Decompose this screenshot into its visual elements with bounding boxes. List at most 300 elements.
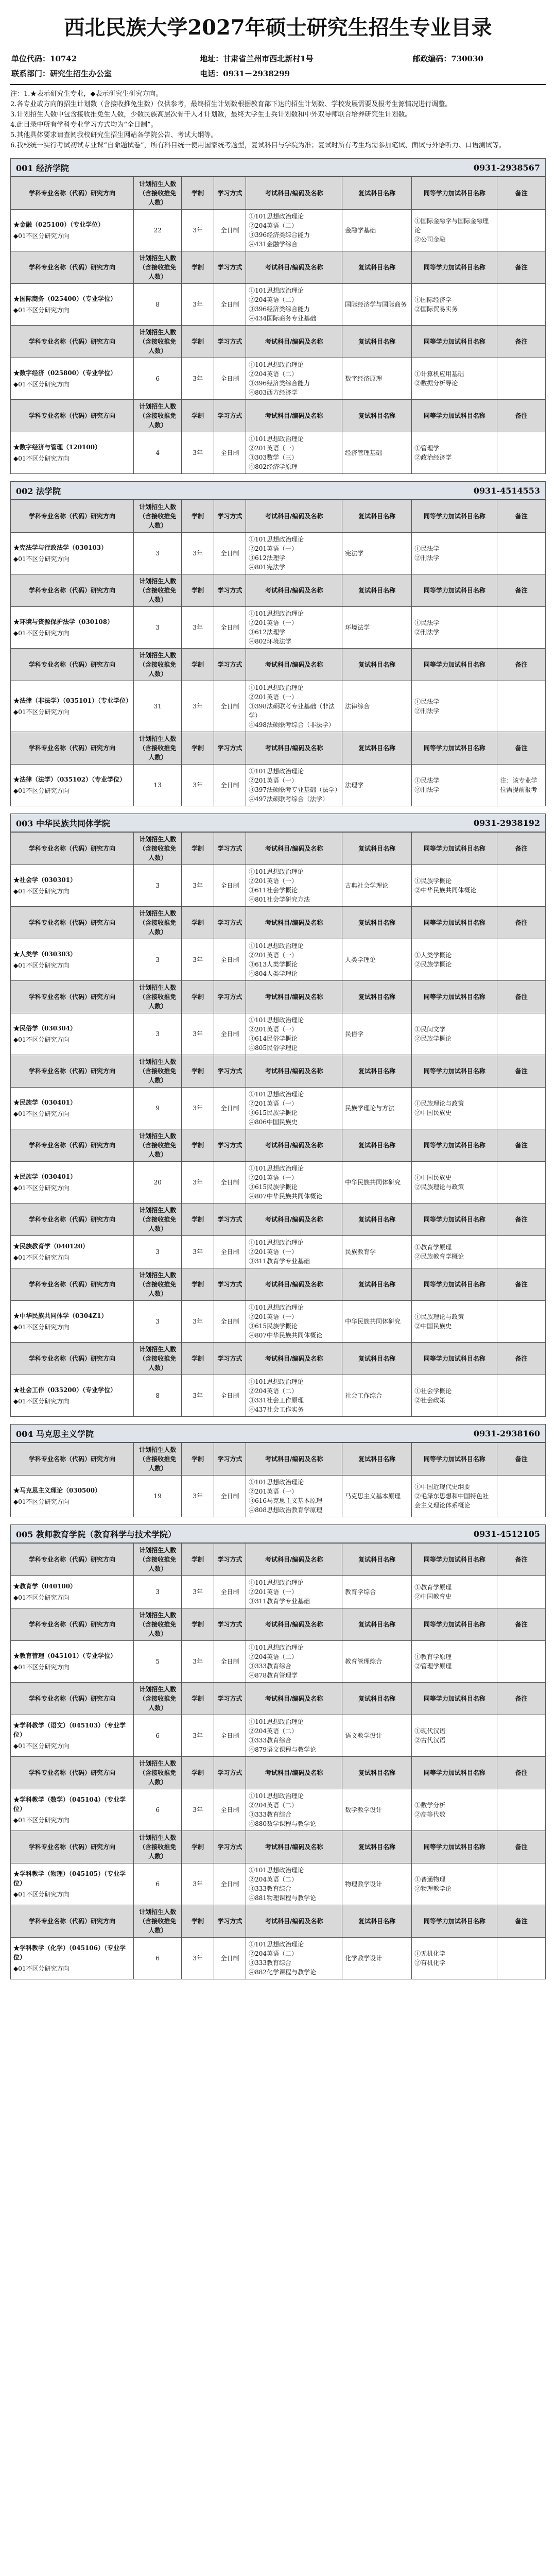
- remark: [497, 1863, 546, 1905]
- retest-subject: 法律综合: [345, 703, 370, 710]
- column-header: 同等学力加试科目名称: [412, 981, 497, 1013]
- major-table: [10, 1443, 546, 1517]
- column-header: 学制: [182, 1129, 214, 1162]
- exam-subject: ④805民俗学理论: [249, 1044, 298, 1052]
- column-header: 考试科目/编码及名称: [246, 1905, 342, 1938]
- extra-subject: ①民法学: [414, 619, 440, 626]
- column-header: 备注: [497, 400, 546, 432]
- extra-subject: ①教育学原理: [414, 1244, 452, 1251]
- column-header: 备注: [497, 1129, 546, 1162]
- study-years: 3年: [182, 1863, 214, 1905]
- plan-count: 6: [133, 1863, 182, 1905]
- table-header-row: [11, 907, 546, 939]
- column-header: 学制: [182, 1831, 214, 1863]
- remark: [497, 1641, 546, 1683]
- table-row: [11, 1863, 546, 1905]
- research-direction: ◆01不区分研究方向: [13, 1817, 70, 1824]
- extra-subject: ②刑法学: [414, 554, 440, 562]
- column-header: 学制: [182, 1683, 214, 1715]
- table-row: [11, 1641, 546, 1683]
- exam-subject: ②204英语（二）: [249, 1950, 298, 1957]
- study-years: 3年: [182, 1641, 214, 1683]
- table-row: [11, 865, 546, 907]
- exam-subject: ④801宪法学: [249, 564, 286, 571]
- research-direction: ◆01不区分研究方向: [13, 1398, 70, 1405]
- column-header: 学科专业名称（代码）研究方向: [11, 1055, 134, 1088]
- column-header: 学习方式: [214, 1608, 246, 1641]
- table-row: [11, 533, 546, 574]
- column-header: 备注: [497, 1443, 546, 1476]
- note-line: 4.此目录中所有学科专业学习方式均为“全日制”。: [10, 121, 158, 129]
- extra-subject: ①民族学概论: [414, 877, 452, 885]
- column-header: 同等学力加试科目名称: [412, 1905, 497, 1938]
- column-header: 学科专业名称（代码）研究方向: [11, 1683, 134, 1715]
- table-row: [11, 1576, 546, 1608]
- major-table: [10, 832, 546, 1417]
- column-header: 计划招生人数（含接收推免人数）: [133, 732, 182, 765]
- extra-subject: ②社会政策: [414, 1397, 446, 1404]
- page-title: 西北民族大学2027年硕士研究生招生专业目录: [64, 15, 492, 40]
- study-years: 3年: [182, 1013, 214, 1055]
- exam-subject: ④801社会学研究方法: [249, 896, 310, 903]
- column-header: 学习方式: [214, 1055, 246, 1088]
- extra-subject: ①现代汉语: [414, 1727, 446, 1735]
- exam-subject: ①101思想政治理论: [249, 435, 304, 443]
- column-header: 备注: [497, 251, 546, 284]
- column-header: 学科专业名称（代码）研究方向: [11, 1268, 134, 1301]
- notes-block: [10, 89, 546, 151]
- column-header: 复试科目名称: [342, 251, 412, 284]
- extra-subject: ①民法学: [414, 698, 440, 705]
- column-header: 学科专业名称（代码）研究方向: [11, 326, 134, 358]
- remark: 注：该专业学位需提前报考: [497, 765, 546, 806]
- remark: [497, 1375, 546, 1417]
- table-row: [11, 358, 546, 400]
- column-header: 考试科目/编码及名称: [246, 574, 342, 607]
- retest-subject: 民族学理论与方法: [345, 1105, 395, 1112]
- exam-subject: ④802环境法学: [249, 638, 292, 645]
- study-years: 3年: [182, 1088, 214, 1129]
- column-header: 备注: [497, 649, 546, 681]
- exam-subject: ③396经济类综合能力: [249, 380, 310, 387]
- table-header-row: [11, 1757, 546, 1789]
- column-header: 同等学力加试科目名称: [412, 1683, 497, 1715]
- study-mode: 全日制: [214, 1013, 246, 1055]
- column-header: 考试科目/编码及名称: [246, 1204, 342, 1236]
- study-years: 3年: [182, 1301, 214, 1343]
- table-row: [11, 432, 546, 474]
- column-header: 复试科目名称: [342, 1129, 412, 1162]
- extra-subject: ②国际贸易实务: [414, 306, 458, 313]
- exam-subject: ①101思想政治理论: [249, 684, 304, 691]
- extra-subject: ②数据分析导论: [414, 380, 458, 387]
- column-header: 复试科目名称: [342, 500, 412, 533]
- exam-subject: ①101思想政治理论: [249, 1941, 304, 1948]
- plan-count: 4: [133, 432, 182, 474]
- exam-subject: ②201英语（一）: [249, 619, 298, 626]
- remark: [497, 1013, 546, 1055]
- study-years: 3年: [182, 681, 214, 732]
- column-header: 同等学力加试科目名称: [412, 732, 497, 765]
- remark: [497, 1715, 546, 1757]
- column-header: 备注: [497, 907, 546, 939]
- column-header: 学习方式: [214, 1129, 246, 1162]
- table-header-row: [11, 1905, 546, 1938]
- exam-subject: ④803西方经济学: [249, 389, 298, 396]
- column-header: 计划招生人数（含接收推免人数）: [133, 649, 182, 681]
- column-header: 考试科目/编码及名称: [246, 1268, 342, 1301]
- column-header: 学习方式: [214, 500, 246, 533]
- study-mode: 全日制: [214, 358, 246, 400]
- column-header: 学习方式: [214, 732, 246, 765]
- college-header: [10, 158, 546, 177]
- column-header: 复试科目名称: [342, 1831, 412, 1863]
- remark: [497, 681, 546, 732]
- column-header: 复试科目名称: [342, 1905, 412, 1938]
- table-row: [11, 1938, 546, 1979]
- exam-subject: ②201英语（一）: [249, 545, 298, 552]
- column-header: 学科专业名称（代码）研究方向: [11, 1204, 134, 1236]
- column-header: 复试科目名称: [342, 732, 412, 765]
- column-header: 同等学力加试科目名称: [412, 500, 497, 533]
- major-title: ★人类学（030303）: [13, 951, 77, 958]
- column-header: 同等学力加试科目名称: [412, 1129, 497, 1162]
- exam-subject: ④497法硕联考综合（法学）: [249, 795, 329, 803]
- exam-subject: ②201英语（一）: [249, 693, 298, 701]
- retest-subject: 法理学: [345, 782, 364, 789]
- major-title: ★民族教育学（040120）: [13, 1243, 89, 1250]
- exam-subject: ①101思想政治理论: [249, 287, 304, 294]
- extra-subject: ①中国民族史: [414, 1174, 452, 1181]
- exam-subject: ①101思想政治理论: [249, 1644, 304, 1651]
- research-direction: ◆01不区分研究方向: [13, 1254, 70, 1261]
- column-header: 考试科目/编码及名称: [246, 400, 342, 432]
- major-title: ★民族学（030401）: [13, 1173, 77, 1180]
- exam-subject: ②204英语（二）: [249, 1876, 298, 1883]
- extra-subject: ①教育学原理: [414, 1653, 452, 1660]
- extra-subject: ②毛泽东思想和中国特色社会主义理论体系概论: [414, 1493, 489, 1509]
- column-header: 备注: [497, 1343, 546, 1375]
- study-mode: 全日制: [214, 284, 246, 326]
- study-mode: 全日制: [214, 1236, 246, 1268]
- study-mode: 全日制: [214, 533, 246, 574]
- exam-subject: ②204英语（二）: [249, 1387, 298, 1395]
- column-header: 学制: [182, 649, 214, 681]
- research-direction: ◆01不区分研究方向: [13, 1594, 70, 1601]
- research-direction: ◆01不区分研究方向: [13, 307, 70, 314]
- department: 联系部门：研究生招生办公室: [11, 69, 112, 78]
- column-header: 学制: [182, 400, 214, 432]
- exam-subject: ③614民俗学概论: [249, 1035, 298, 1042]
- research-direction: ◆01不区分研究方向: [13, 1965, 70, 1972]
- exam-subject: ①101思想政治理论: [249, 1867, 304, 1874]
- plan-count: 3: [133, 865, 182, 907]
- column-header: 学制: [182, 833, 214, 865]
- table-row: [11, 607, 546, 649]
- research-direction: ◆01不区分研究方向: [13, 1664, 70, 1671]
- column-header: 备注: [497, 1757, 546, 1789]
- column-header: 计划招生人数（含接收推免人数）: [133, 1204, 182, 1236]
- exam-subject: ③311教育学专业基础: [249, 1598, 310, 1605]
- extra-subject: ①民族理论与政策: [414, 1313, 464, 1320]
- extra-subject: ①民法学: [414, 545, 440, 552]
- study-years: 3年: [182, 1375, 214, 1417]
- column-header: 学习方式: [214, 574, 246, 607]
- research-direction: ◆01不区分研究方向: [13, 555, 70, 563]
- column-header: 同等学力加试科目名称: [412, 1055, 497, 1088]
- column-header: 学科专业名称（代码）研究方向: [11, 574, 134, 607]
- column-header: 计划招生人数（含接收推免人数）: [133, 1831, 182, 1863]
- plan-count: 9: [133, 1088, 182, 1129]
- research-direction: ◆01不区分研究方向: [13, 1891, 70, 1898]
- table-header-row: [11, 177, 546, 210]
- table-header-row: [11, 1204, 546, 1236]
- table-row: [11, 765, 546, 806]
- exam-subject: ①101思想政治理论: [249, 1165, 304, 1172]
- study-mode: 全日制: [214, 1162, 246, 1204]
- major-title: ★法律（法学）（035102）（专业学位）: [13, 776, 126, 783]
- plan-count: 3: [133, 1301, 182, 1343]
- plan-count: 3: [133, 1013, 182, 1055]
- exam-subject: ③615民族学概论: [249, 1183, 298, 1191]
- extra-subject: ②政治经济学: [414, 454, 452, 461]
- column-header: 同等学力加试科目名称: [412, 400, 497, 432]
- column-header: 考试科目/编码及名称: [246, 1831, 342, 1863]
- exam-subject: ②201英语（一）: [249, 1248, 298, 1256]
- retest-subject: 化学教学设计: [345, 1955, 383, 1962]
- extra-subject: ②公司金融: [414, 236, 446, 243]
- retest-subject: 中华民族共同体研究: [345, 1179, 401, 1186]
- column-header: 学习方式: [214, 1757, 246, 1789]
- extra-subject: ②民族教育学概论: [414, 1253, 464, 1260]
- column-header: 复试科目名称: [342, 907, 412, 939]
- exam-subject: ①101思想政治理论: [249, 361, 304, 368]
- exam-subject: ②204英语（二）: [249, 1802, 298, 1809]
- column-header: 学制: [182, 1268, 214, 1301]
- college-phone: 0931-2938160: [473, 1428, 540, 1438]
- table-row: [11, 681, 546, 732]
- column-header: 计划招生人数（含接收推免人数）: [133, 1608, 182, 1641]
- column-header: 同等学力加试科目名称: [412, 251, 497, 284]
- column-header: 同等学力加试科目名称: [412, 1343, 497, 1375]
- table-header-row: [11, 500, 546, 533]
- extra-subject: ②民族学概论: [414, 1035, 452, 1042]
- college-header: [10, 1524, 546, 1543]
- extra-subject: ②中华民族共同体概论: [414, 887, 477, 894]
- column-header: 计划招生人数（含接收推免人数）: [133, 1544, 182, 1576]
- table-header-row: [11, 574, 546, 607]
- major-title: ★社会工作（035200）（专业学位）: [13, 1386, 117, 1394]
- college-name: 005 教师教育学院（教育科学与技术学院）: [16, 1529, 176, 1539]
- column-header: 同等学力加试科目名称: [412, 1608, 497, 1641]
- study-mode: 全日制: [214, 1476, 246, 1517]
- column-header: 学科专业名称（代码）研究方向: [11, 1544, 134, 1576]
- major-title: ★金融（025100）（专业学位）: [13, 221, 105, 228]
- research-direction: ◆01不区分研究方向: [13, 1184, 70, 1192]
- exam-subject: ③397法硕联考专业基础（法学）: [249, 786, 341, 793]
- remark: [497, 1088, 546, 1129]
- exam-subject: ④802经济学原理: [249, 463, 298, 470]
- column-header: 考试科目/编码及名称: [246, 1343, 342, 1375]
- remark: [497, 1236, 546, 1268]
- column-header: 学制: [182, 981, 214, 1013]
- exam-subject: ②201英语（一）: [249, 445, 298, 452]
- column-header: 学习方式: [214, 177, 246, 210]
- column-header: 学制: [182, 1905, 214, 1938]
- column-header: 计划招生人数（含接收推免人数）: [133, 833, 182, 865]
- retest-subject: 国际经济学与国际商务: [345, 301, 407, 308]
- plan-count: 13: [133, 765, 182, 806]
- column-header: 复试科目名称: [342, 574, 412, 607]
- exam-subject: ④498法硕联考综合（非法学）: [249, 721, 335, 728]
- remark: [497, 210, 546, 251]
- remark: [497, 1576, 546, 1608]
- column-header: 学制: [182, 251, 214, 284]
- column-header: 计划招生人数（含接收推免人数）: [133, 1683, 182, 1715]
- study-years: 3年: [182, 1576, 214, 1608]
- remark: [497, 1301, 546, 1343]
- research-direction: ◆01不区分研究方向: [13, 708, 70, 716]
- study-years: 3年: [182, 432, 214, 474]
- column-header: 计划招生人数（含接收推免人数）: [133, 907, 182, 939]
- exam-subject: ②201英语（一）: [249, 877, 298, 885]
- exam-subject: ③616马克思主义基本原理: [249, 1497, 323, 1504]
- plan-count: 6: [133, 1789, 182, 1831]
- college-header: [10, 481, 546, 500]
- exam-subject: ①101思想政治理论: [249, 868, 304, 875]
- column-header: 学科专业名称（代码）研究方向: [11, 907, 134, 939]
- column-header: 学科专业名称（代码）研究方向: [11, 1129, 134, 1162]
- major-title: ★法律（非法学）（035101）（专业学位）: [13, 697, 132, 704]
- retest-subject: 马克思主义基本原理: [345, 1493, 401, 1500]
- extra-subject: ①普通物理: [414, 1876, 446, 1883]
- column-header: 计划招生人数（含接收推免人数）: [133, 1055, 182, 1088]
- major-table: [10, 500, 546, 806]
- table-header-row: [11, 251, 546, 284]
- remark: [497, 432, 546, 474]
- column-header: 复试科目名称: [342, 1608, 412, 1641]
- study-mode: 全日制: [214, 607, 246, 649]
- exam-subject: ③333教育综合: [249, 1737, 292, 1744]
- column-header: 同等学力加试科目名称: [412, 574, 497, 607]
- column-header: 学习方式: [214, 251, 246, 284]
- exam-subject: ④807中华民族共同体概论: [249, 1193, 323, 1200]
- column-header: 备注: [497, 1831, 546, 1863]
- postcode: 邮政编码：730030: [412, 54, 483, 63]
- column-header: 复试科目名称: [342, 1343, 412, 1375]
- column-header: 计划招生人数（含接收推免人数）: [133, 1905, 182, 1938]
- major-title: ★宪法学与行政法学（030103）: [13, 544, 108, 551]
- retest-subject: 人类学理论: [345, 956, 376, 963]
- table-row: [11, 1789, 546, 1831]
- study-mode: 全日制: [214, 865, 246, 907]
- retest-subject: 宪法学: [345, 550, 364, 557]
- exam-subject: ③331社会工作原理: [249, 1397, 304, 1404]
- column-header: 考试科目/编码及名称: [246, 500, 342, 533]
- extra-subject: ①民间文学: [414, 1026, 446, 1033]
- extra-subject: ①教育学原理: [414, 1584, 452, 1591]
- exam-subject: ④806中国民族史: [249, 1118, 298, 1126]
- table-row: [11, 1088, 546, 1129]
- remark: [497, 865, 546, 907]
- column-header: 学科专业名称（代码）研究方向: [11, 400, 134, 432]
- extra-subject: ①民族理论与政策: [414, 1100, 464, 1107]
- column-header: 学制: [182, 1608, 214, 1641]
- study-mode: 全日制: [214, 1088, 246, 1129]
- exam-subject: ③396经济类综合能力: [249, 231, 310, 239]
- table-row: [11, 1715, 546, 1757]
- exam-subject: ③303数学（三）: [249, 454, 298, 461]
- column-header: 学习方式: [214, 1905, 246, 1938]
- major-title: ★中华民族共同体学（0304Z1）: [13, 1312, 108, 1319]
- extra-subject: ②中国民族史: [414, 1109, 452, 1116]
- column-header: 计划招生人数（含接收推免人数）: [133, 177, 182, 210]
- plan-count: 3: [133, 1576, 182, 1608]
- extra-subject: ①国际经济学: [414, 296, 452, 303]
- study-years: 3年: [182, 1715, 214, 1757]
- column-header: 复试科目名称: [342, 1544, 412, 1576]
- column-header: 备注: [497, 1268, 546, 1301]
- plan-count: 8: [133, 1375, 182, 1417]
- extra-subject: ①人类学概论: [414, 952, 452, 959]
- exam-subject: ①101思想政治理论: [249, 610, 304, 617]
- table-row: [11, 1476, 546, 1517]
- extra-subject: ②刑法学: [414, 707, 440, 715]
- column-header: 学制: [182, 1055, 214, 1088]
- column-header: 学制: [182, 177, 214, 210]
- column-header: 学科专业名称（代码）研究方向: [11, 732, 134, 765]
- retest-subject: 民俗学: [345, 1030, 364, 1038]
- exam-subject: ①101思想政治理论: [249, 1718, 304, 1725]
- address: 地址：甘肃省兰州市西北新村1号: [200, 54, 314, 63]
- extra-subject: ②刑法学: [414, 786, 440, 793]
- column-header: 学习方式: [214, 1343, 246, 1375]
- table-header-row: [11, 1831, 546, 1863]
- exam-subject: ④434国际商务专业基础: [249, 315, 317, 322]
- plan-count: 6: [133, 1715, 182, 1757]
- note-line: 2.各专业或方向的招生计划数（含接收推免生数）仅供参考，最终招生计划数根据教育部下达的招生计划数、学校发展需要及报考生源情况进行调整。: [10, 100, 452, 108]
- school-info: [10, 51, 546, 81]
- table-header-row: [11, 1343, 546, 1375]
- column-header: 考试科目/编码及名称: [246, 1608, 342, 1641]
- exam-subject: ①101思想政治理论: [249, 1579, 304, 1586]
- research-direction: ◆01不区分研究方向: [13, 381, 70, 388]
- column-header: 学习方式: [214, 1443, 246, 1476]
- exam-subject: ②204英语（二）: [249, 1727, 298, 1735]
- major-title: ★社会学（030301）: [13, 876, 77, 884]
- column-header: 学制: [182, 574, 214, 607]
- column-header: 同等学力加试科目名称: [412, 649, 497, 681]
- column-header: 学制: [182, 1343, 214, 1375]
- plan-count: 3: [133, 533, 182, 574]
- study-years: 3年: [182, 939, 214, 981]
- plan-count: 8: [133, 284, 182, 326]
- plan-count: 20: [133, 1162, 182, 1204]
- column-header: 学科专业名称（代码）研究方向: [11, 833, 134, 865]
- column-header: 学习方式: [214, 326, 246, 358]
- column-header: 学习方式: [214, 1683, 246, 1715]
- study-mode: 全日制: [214, 939, 246, 981]
- extra-subject: ②高等代数: [414, 1811, 446, 1818]
- exam-subject: ③333教育综合: [249, 1959, 292, 1967]
- retest-subject: 语文教学设计: [345, 1732, 383, 1739]
- column-header: 复试科目名称: [342, 400, 412, 432]
- remark: [497, 1476, 546, 1517]
- table-header-row: [11, 1129, 546, 1162]
- table-header-row: [11, 981, 546, 1013]
- retest-subject: 古典社会学理论: [345, 882, 389, 889]
- column-header: 学制: [182, 1443, 214, 1476]
